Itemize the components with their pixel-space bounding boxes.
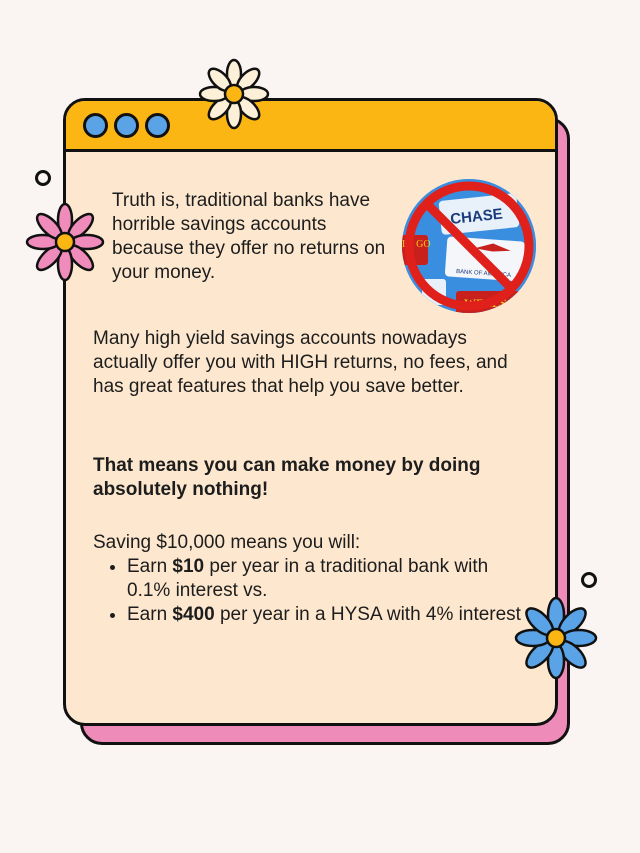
flower-icon-blue <box>512 594 600 682</box>
window-dot-1 <box>83 113 108 138</box>
bank-cards-image <box>402 179 536 313</box>
amount-hysa: $400 <box>172 604 215 625</box>
browser-window <box>63 98 558 726</box>
wells-partial-label: LS GO <box>402 239 431 250</box>
window-dot-3 <box>145 113 170 138</box>
bofa-label: BANK OF AMERICA <box>455 269 512 279</box>
hysa-paragraph: Many high yield savings accounts nowadays actually offer you with HIGH returns, no fees, and has great features that help you save better. <box>93 328 508 397</box>
chase-label: CHASE <box>449 205 504 228</box>
savings-list <box>93 555 533 627</box>
decor-circle-right <box>581 572 597 588</box>
decor-circle-left <box>35 170 51 186</box>
highlight-paragraph: That means you can make money by doing absolutely nothing! <box>93 455 481 500</box>
amount-traditional: $10 <box>172 556 205 577</box>
wells-label: WELLS <box>464 296 507 310</box>
window-titlebar <box>66 101 555 152</box>
list-item: • Earn $400 per year in a HYSA with 4% interest <box>127 603 533 627</box>
savings-section <box>93 531 533 627</box>
list-item: • Earn $10 per year in a traditional bank with 0.1% interest vs. <box>127 555 533 603</box>
flower-icon-cream <box>196 56 272 132</box>
no-sign-icon <box>402 179 536 313</box>
flower-icon-pink <box>23 200 107 284</box>
intro-paragraph: Truth is, traditional banks have horrible savings accounts because they offer no returns on your money. <box>112 190 386 283</box>
window-dot-2 <box>114 113 139 138</box>
savings-intro: Saving $10,000 means you will: <box>93 532 361 553</box>
